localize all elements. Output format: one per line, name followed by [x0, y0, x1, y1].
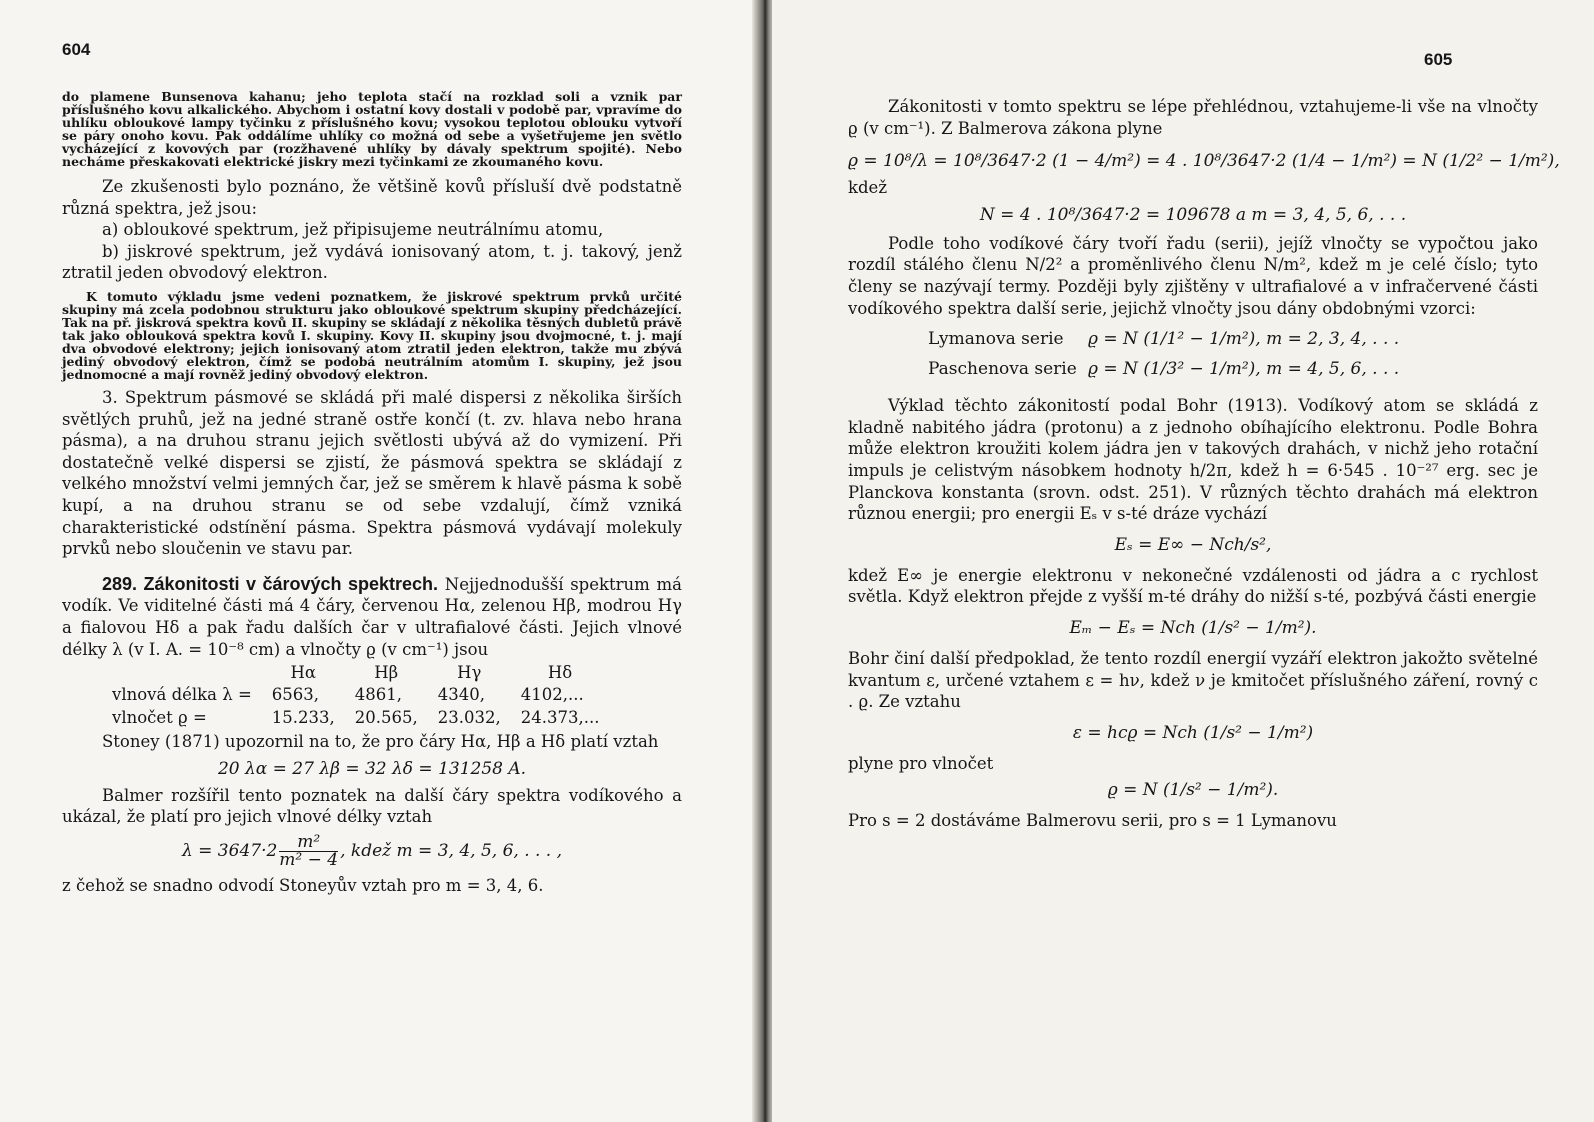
- paragraph-spectra: Ze zkušenosti bylo poznáno, že většině kovů přísluší dvě podstatně různá spektra, jež jsou:: [62, 177, 682, 218]
- page-number-left: 604: [62, 40, 91, 59]
- row-label: vlnočet ϱ =: [112, 708, 207, 728]
- equation-balmer: [62, 831, 682, 870]
- paragraph-series: Podle toho vodíkové čáry tvoří řadu (serii), jejíž vlnočty se vypočtou jako rozdíl stálého členu N/2² a proměnlivého členu N/m², kdež m je celé číslo; tyto členy se nazývají termy. Později byly zjištěny v ultrafialové a v infračervené části vodíkového spektra další serie, jejichž vlnočty jsou dány obdobnými vzorci:: [848, 233, 1538, 318]
- item-b: b) jiskrové spektrum, jež vydává ionisovaný atom, t. j. takový, jenž ztratil jeden obvodový elektron.: [62, 241, 682, 283]
- table-cell: 15.233,: [271, 708, 335, 728]
- table-cell: 20.565,: [354, 708, 418, 728]
- table-header: Hβ: [374, 663, 399, 683]
- section-289: [62, 574, 682, 660]
- row-label: vlnová délka λ =: [112, 685, 252, 705]
- small-paragraph-1: do plamene Bunsenova kahanu; jeho teplota stačí na rozklad soli a vznik par příslušného kovu alkalického. Abychom i ostatní kovy dostali v podobě par, vpravíme do uhlíku obloukové lampy tyčinku z příslušného kovu; vysokou teplotou oblouku vytvoří se páry onoho kovu. Pak oddálíme uhlíky co možná od sebe a vyšetřujeme jen světlo vycházející z kovových par (rozžhavené uhlíky by dávaly spektrum spojité). Nebo necháme přeskakovati elektrické jiskry mezi tyčinkami ze zkoumaného kovu.: [62, 89, 682, 169]
- section-heading: 289. Zákonitosti v čárových spektrech.: [102, 573, 439, 594]
- table-cell: 23.032,: [437, 708, 501, 728]
- left-text: [62, 90, 682, 896]
- balmer-rhs: , kdež m = 3, 4, 5, 6, . . . ,: [340, 840, 563, 861]
- paragraph-wavenumbers: Zákonitosti v tomto spektru se lépe přehlédnou, vztahujeme-li vše na vlnočty ϱ (v cm⁻¹). Z Balmerova zákona plyne: [848, 97, 1538, 138]
- balmer-denominator: m² − 4: [279, 849, 339, 870]
- balmer-fraction: [279, 831, 339, 870]
- table-row: [102, 683, 609, 706]
- paragraph-energy: kdež E∞ je energie elektronu v nekonečné vzdálenosti od jádra a c rychlost světla. Když elektron přejde z vyšší m-té dráhy do nižší s-té, pozbývá části energie: [848, 565, 1538, 607]
- equation-epsilon: ε = hcϱ = Nch (1/s² − 1/m²): [1072, 722, 1314, 743]
- lyman-equation: ϱ = N (1/1² − 1/m²), m = 2, 3, 4, . . .: [1088, 329, 1400, 350]
- table-cell: 4102,...: [520, 685, 584, 705]
- paragraph-stoney-derivation: z čehož se snadno odvodí Stoneyův vztah pro m = 3, 4, 6.: [62, 875, 544, 895]
- paragraph-stoney: Stoney (1871) upozornil na to, že pro čáry Hα, Hβ a Hδ platí vztah: [102, 732, 659, 752]
- lyman-series: [928, 329, 1538, 349]
- paragraph-bohr: Výklad těchto zákonitostí podal Bohr (1913). Vodíkový atom se skládá z kladně nabitého jádra (protonu) a z jednoho obíhajícího elektronu. Podle Bohra může elektron kroužiti kolem jádra jen v takových drahách, v nichž jeho rotační impuls je celistvým násobkem hodnoty h/2π, kdež h = 6·545 . 10⁻²⁷ erg. sec je Planckova konstanta (srovn. odst. 251). V různých těchto drahách má elektron různou energii; pro energii Eₛ v s-té dráze vychází: [848, 396, 1538, 524]
- right-page: [772, 0, 1594, 1122]
- paschen-label: Paschenova serie: [928, 359, 1077, 380]
- paschen-series: [928, 359, 1538, 379]
- table-cell: 24.373,...: [520, 708, 600, 728]
- wavelength-table: [102, 662, 609, 729]
- table-header: Hδ: [547, 663, 573, 683]
- table-cell: 4340,: [437, 685, 485, 705]
- small-paragraph-2: K tomuto výkladu jsme vedeni poznatkem, že jiskrové spektrum prvků určité skupiny má zcela podobnou strukturu jako obloukové spektrum skupiny předcházející. Tak na př. jiskrová spektra kovů II. skupiny se skládají z několika těsných dubletů právě tak jako oblouková spektra kovů I. skupiny. Kovy II. skupiny jsou dvojmocné, t. j. mají dva obvodové elektrony; jejich ionisovaný atom ztratil jeden elektron, takže mu zbývá jediný obvodový elektron, čímž se podobá neutrálním atomům I. skupiny, jež jsou jednomocné a mají rovněž jediný obvodový elektron.: [62, 288, 682, 382]
- table-cell: 4861,: [354, 685, 403, 705]
- lyman-label: Lymanova serie: [928, 329, 1064, 350]
- paragraph-quantum: Bohr činí další předpoklad, že tento rozdíl energií vyzáří elektron jakožto světelné kvantum ε, určené vztahem ε = hν, kdež ν je kmitočet příslušného záření, rovný c . ϱ. Ze vztahu: [848, 648, 1538, 712]
- equation-wavenumber: ϱ = N (1/s² − 1/m²).: [1107, 780, 1279, 801]
- equation-rydberg: N = 4 . 10⁸/3647·2 = 109678 a m = 3, 4, 5, 6, . . .: [979, 204, 1407, 225]
- paragraph-hydrogen: Nejjednodušší spektrum má vodík. Ve viditelné části má 4 čáry, červenou Hα, zelenou Hβ, modrou Hγ a fialovou Hδ a pak řadu dalších čar v ultrafialové části. Jejich vlnové délky λ (v I. A. = 10⁻⁸ cm) a vlnočty ϱ (v cm⁻¹) jsou: [62, 574, 682, 659]
- table-row: [102, 706, 609, 729]
- table-header: Hα: [290, 663, 317, 683]
- paragraph-final: Pro s = 2 dostáváme Balmerovu serii, pro s = 1 Lymanovu: [848, 811, 1337, 831]
- item-a: a) obloukové spektrum, jež připisujeme neutrálnímu atomu,: [102, 220, 604, 240]
- balmer-numerator: m²: [279, 834, 338, 852]
- table-header-row: [102, 662, 609, 683]
- paragraph-balmer: Balmer rozšířil tento poznatek na další čáry spektra vodíkového a ukázal, že platí pro jejich vlnové délky vztah: [62, 785, 682, 827]
- left-page: [0, 0, 762, 1122]
- table-cell: 6563,: [271, 685, 320, 705]
- right-text: [848, 96, 1560, 832]
- kdez-label: kdež: [848, 178, 888, 198]
- balmer-lhs: λ = 3647·2: [181, 840, 278, 861]
- paschen-equation: ϱ = N (1/3² − 1/m²), m = 4, 5, 6, . . .: [1088, 359, 1400, 380]
- plyne-label: plyne pro vlnočet: [848, 753, 994, 773]
- equation-stoney: 20 λα = 27 λβ = 32 λδ = 131258 A.: [217, 758, 527, 779]
- equation-rho: ϱ = 10⁸/λ = 10⁸/3647·2 (1 − 4/m²) = 4 . 10⁸/3647·2 (1/4 − 1/m²) = N (1/2² − 1/m²),: [848, 151, 1560, 172]
- equation-energy: Eₛ = E∞ − Nch/s²,: [1114, 534, 1272, 555]
- paragraph-band-spectrum: 3. Spektrum pásmové se skládá při malé dispersi z několika širších světlých pruhů, jež na jedné straně ostře končí (t. zv. hlava nebo hrana pásma), a na druhou stranu jejich světlosti ubývá až do vymizení. Při dostatečně velké dispersi se zjistí, že pásmová spektra se skládají z velkého množství velmi jemných čar, jež se směrem k hlavě pásma k sobě kupí, a na druhou stranu se od sebe vzdalují, čímž vzniká charakteristické odstínění pásma. Spektra pásmová vydávají molekuly prvků nebo sloučenin ve stavu par.: [62, 387, 682, 559]
- table-header: Hγ: [457, 663, 482, 683]
- page-number-right: 605: [1424, 50, 1453, 69]
- equation-energy-difference: Eₘ − Eₛ = Nch (1/s² − 1/m²).: [1069, 617, 1317, 638]
